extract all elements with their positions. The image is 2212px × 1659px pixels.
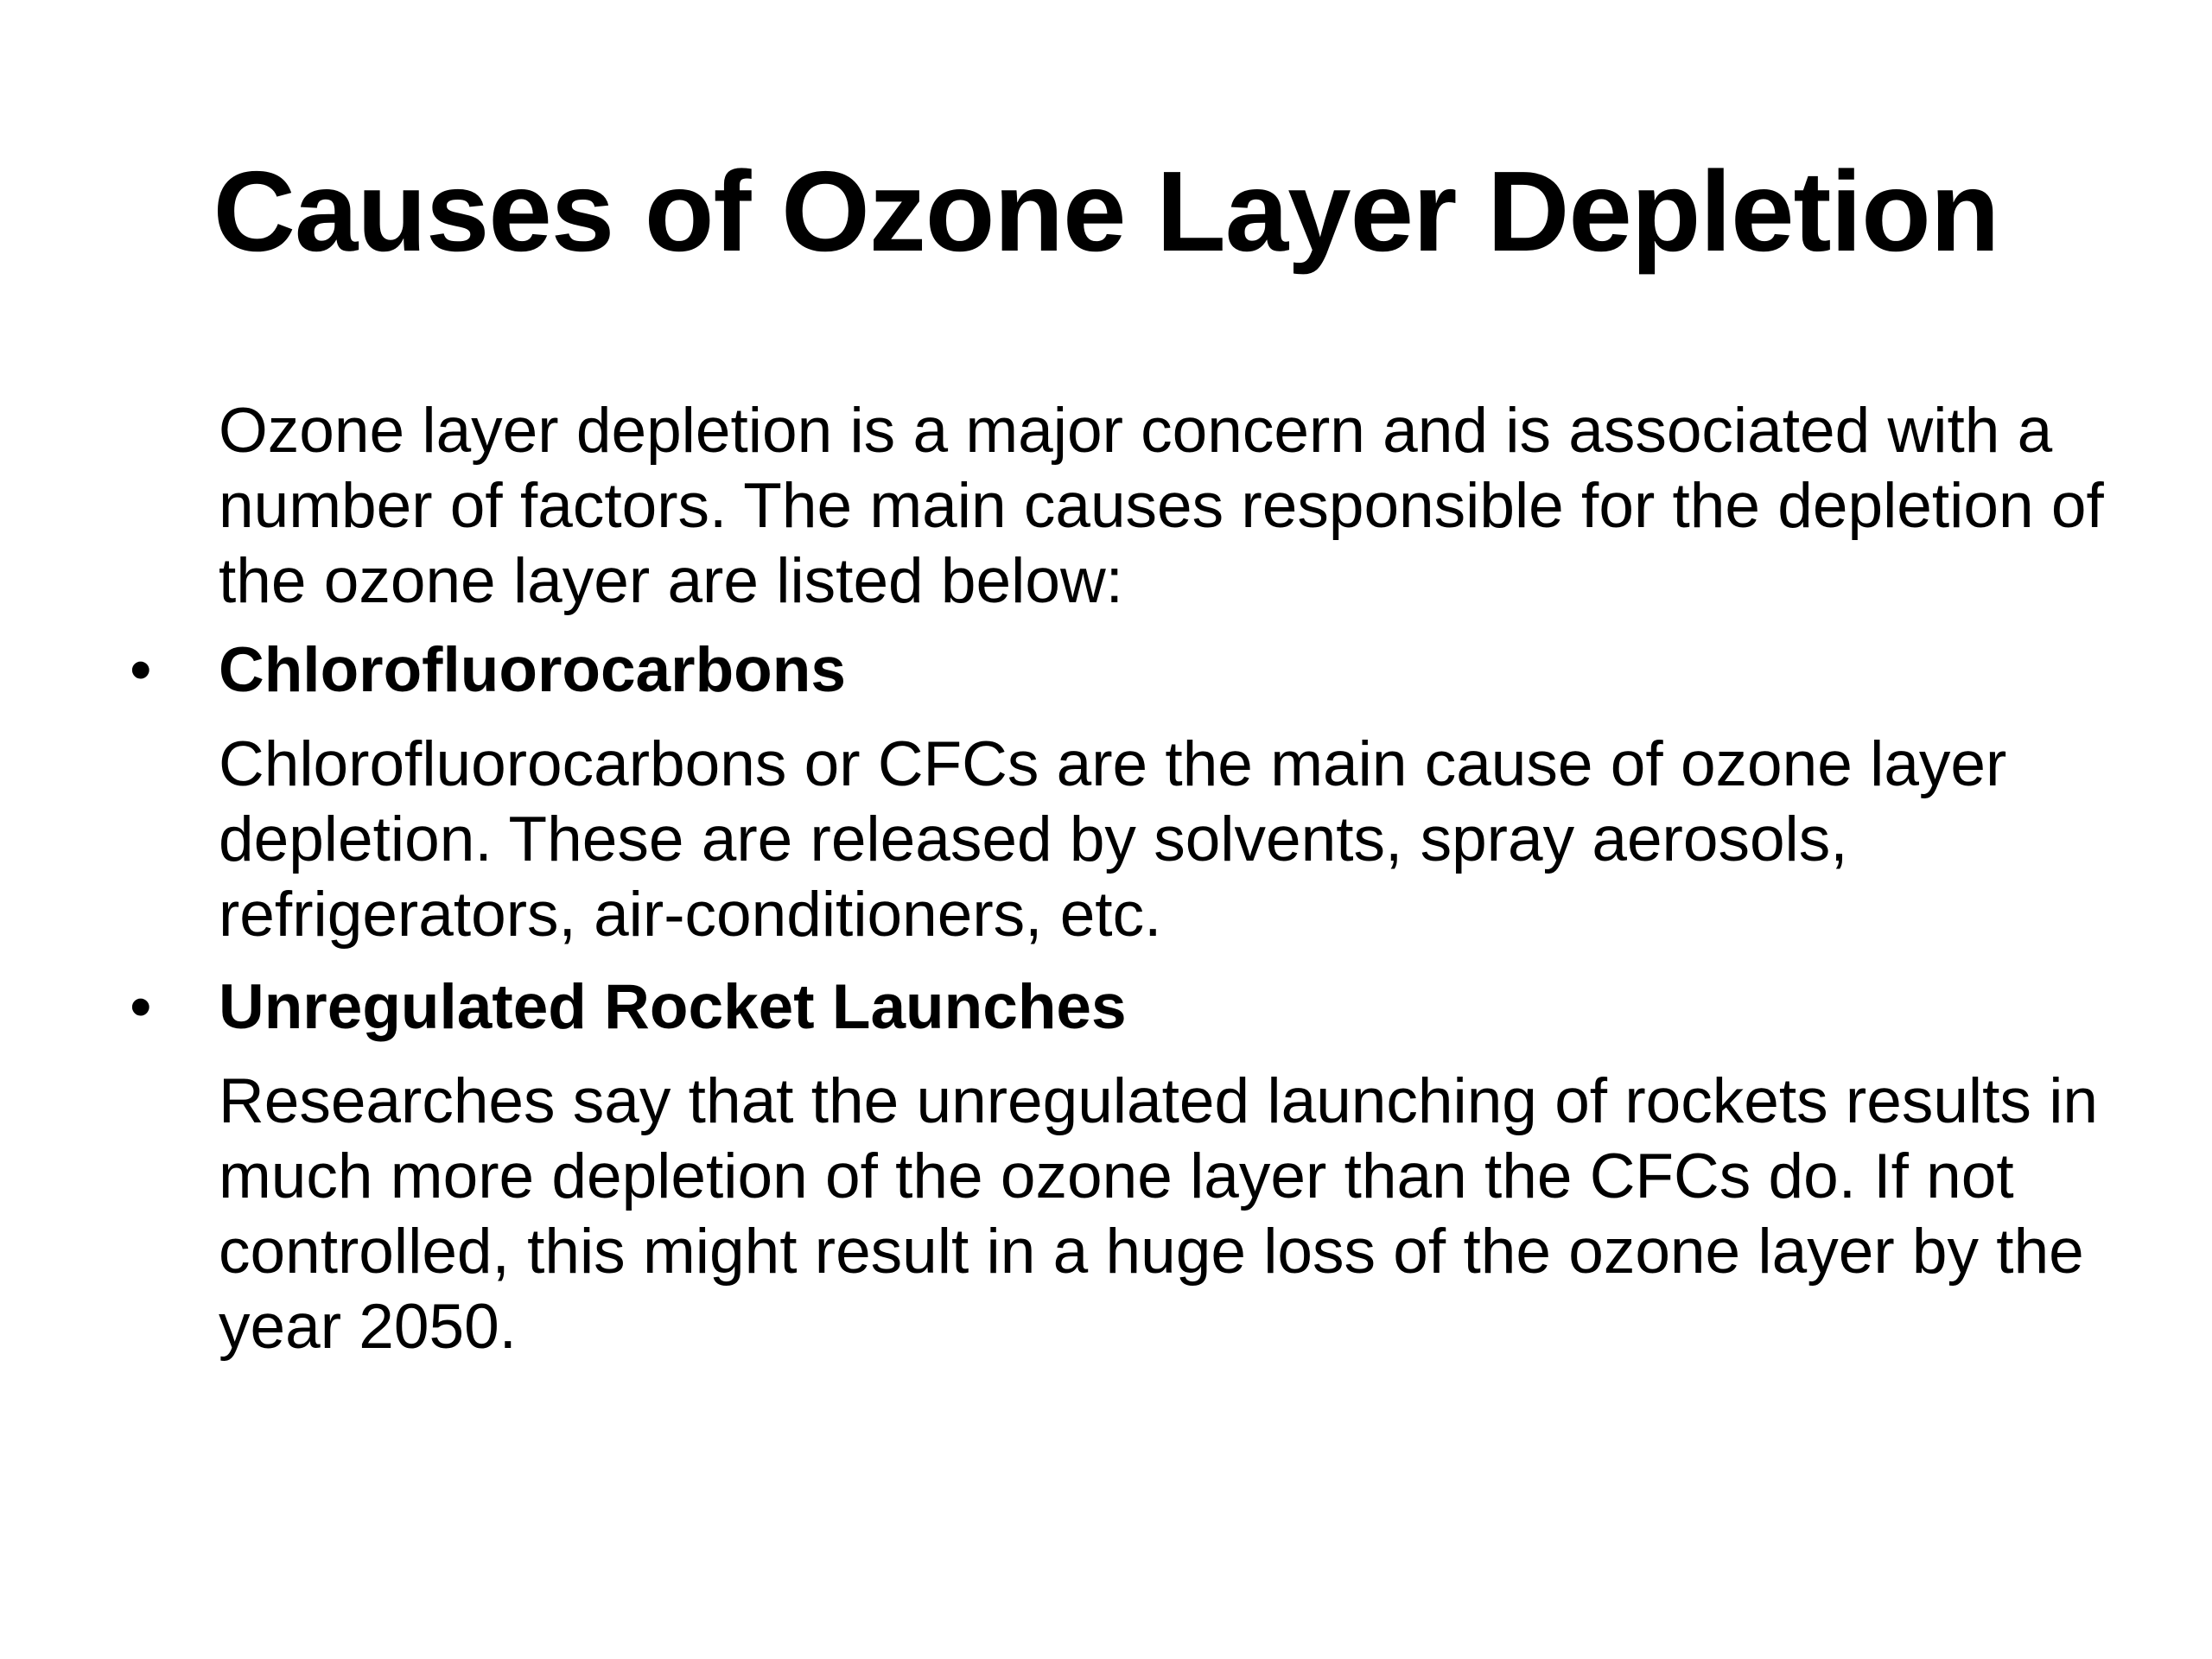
bullet-dot-icon: • — [130, 972, 152, 1042]
bullet-dot-icon: • — [130, 635, 152, 705]
bullet-heading: Unregulated Rocket Launches — [219, 972, 1127, 1042]
bullet-rocket-launches — [130, 969, 2117, 1045]
section-paragraph: Chlorofluorocarbons or CFCs are the main cause of ozone layer depletion. These are released by solvents, spray aerosols, refrigerators, air-conditioners, etc. — [219, 729, 2007, 950]
intro-paragraph: Ozone layer depletion is a major concern and is associated with a number of factors. The main causes responsible for the depletion of the ozone layer are listed below: — [219, 396, 2104, 616]
bullet-heading: Chlorofluorocarbons — [219, 635, 846, 705]
bullet-chlorofluorocarbons — [130, 632, 2117, 708]
section-paragraph: Researches say that the unregulated launching of rockets results in much more depletion of the ozone layer than the CFCs do. If not controlled, this might result in a huge loss of the ozone layer by the year 2050. — [219, 1066, 2099, 1362]
slide-title: Causes of Ozone Layer Depletion — [213, 148, 1999, 275]
slide-content — [130, 393, 2117, 1364]
